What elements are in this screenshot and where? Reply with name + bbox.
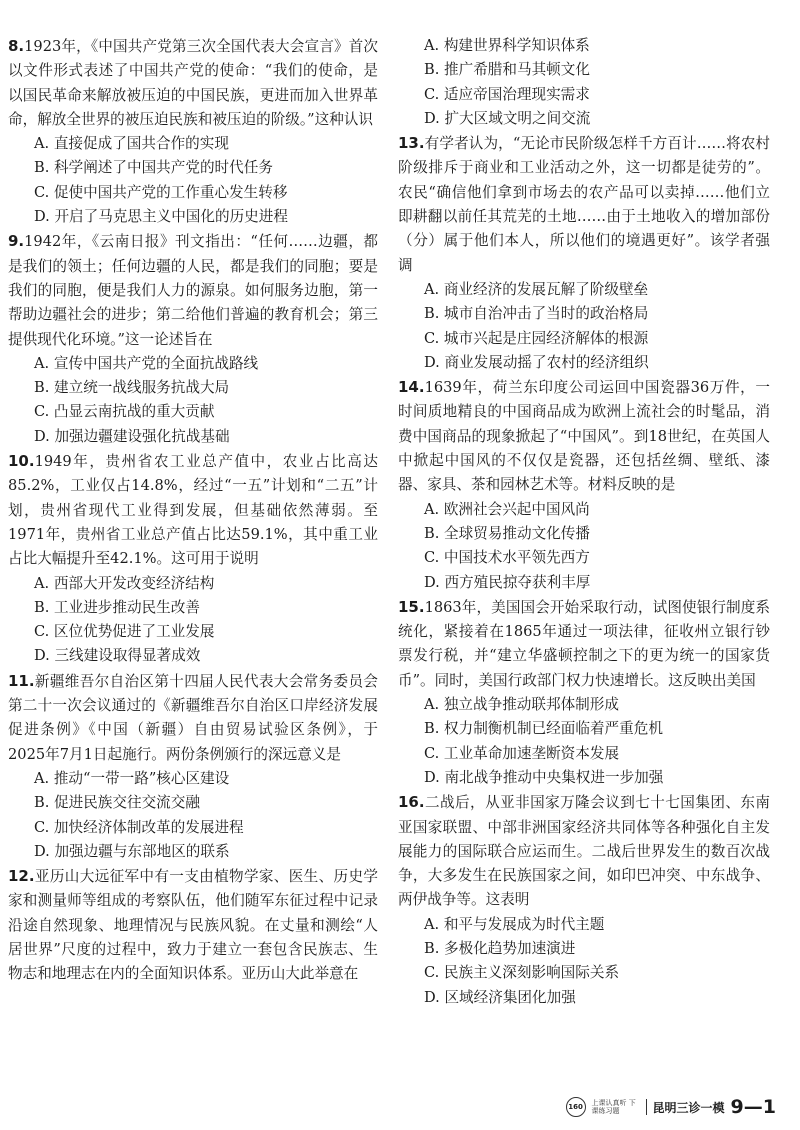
question-number: 13. — [398, 134, 425, 153]
question-number: 11. — [8, 671, 35, 690]
question-stem — [398, 131, 770, 278]
question-text: 1863年，美国国会开始采取行动，试图使银行制度系统化，紧接着在1865年通过一项法律，征收州立银行钞票发行税，并“建立华盛顿控制之下的更为统一的国家货币”。同时，美国行政部门权力快速增长。这反映出美国 — [398, 598, 770, 689]
answer-option: C. 促使中国共产党的工作重心发生转移 — [34, 183, 288, 201]
footer-divider — [646, 1099, 647, 1115]
question-stem — [398, 790, 770, 912]
question-block — [8, 229, 378, 449]
question-block — [8, 669, 378, 864]
answer-option: D. 加强边疆建设强化抗战基础 — [34, 427, 230, 445]
answer-option: A. 独立战争推动联邦体制形成 — [424, 696, 619, 714]
answer-option: D. 开启了马克思主义中国化的历史进程 — [34, 208, 288, 226]
question-stem — [398, 375, 770, 497]
page-number: 9—1 — [730, 1096, 776, 1118]
question-block — [398, 34, 770, 131]
answer-option: B. 工业进步推动民生改善 — [34, 598, 200, 616]
right-column — [398, 34, 770, 1010]
answer-option: C. 中国技术水平领先西方 — [424, 549, 590, 567]
answer-option: B. 全球贸易推动文化传播 — [424, 524, 590, 542]
question-block — [398, 790, 770, 1010]
answer-option: C. 民族主义深刻影响国际关系 — [424, 964, 620, 982]
question-block — [8, 34, 378, 229]
question-text: 1639年，荷兰东印度公司运回中国瓷器36万件，一时间质地精良的中国商品成为欧洲上流社会的时髦品，消费中国商品的现象掀起了“中国风”。到18世纪，在英国人中掀起中国风的不仅仅是瓷器，还包括丝绸、壁纸、漆器、家具、茶和园林艺术等。材料反映的是 — [398, 379, 770, 494]
answer-option: A. 宣传中国共产党的全面抗战路线 — [34, 354, 259, 372]
question-number: 14. — [398, 378, 425, 397]
answer-option: C. 城市兴起是庄园经济解体的根源 — [424, 329, 649, 347]
answer-option: A. 欧洲社会兴起中国风尚 — [424, 500, 590, 518]
answer-option: D. 加强边疆与东部地区的联系 — [34, 842, 230, 860]
publisher-slogan: 上课认真听 下课练习题 — [591, 1099, 636, 1115]
answer-option: C. 凸显云南抗战的重大贡献 — [34, 403, 215, 421]
left-column — [8, 34, 378, 987]
question-text: 1942年，《云南日报》刊文指出：“任何……边疆，都是我们的领土；任何边疆的人民，都是我们的同胞；要是我们的同胞，便是我们人力的源泉。如何服务边胞，第一帮助边疆社会的进步；第二给他们普遍的教育机会；第三提供现代化环境。”这一论述旨在 — [8, 233, 378, 348]
answer-option: D. 扩大区域文明之间交流 — [424, 109, 591, 127]
question-text: 有学者认为，“无论市民阶级怎样千方百计……将农村阶级排斥于商业和工业活动之外，这一切都是徒劳的”。农民“确信他们拿到市场去的农产品可以卖掉……他们立即耕翻以前任其荒芜的土地……由于土地收入的增加部份（分）属于他们本人，所以他们的境遇更好”。该学者强调 — [398, 135, 770, 274]
question-number: 15. — [398, 597, 425, 616]
question-block — [398, 595, 770, 790]
exam-name: 昆明三诊一模 — [652, 1100, 725, 1115]
question-text: 二战后，从亚非国家万隆会议到七十七国集团、东南亚国家联盟、中部非洲国家经济共同体等各种强化自主发展能力的国际联合应运而生。二战后世界发生的数百次战争，大多发生在民族国家之间，如印巴冲突、中东战争、两伊战争等。这表明 — [398, 794, 770, 909]
answer-option: B. 建立统一战线服务抗战大局 — [34, 379, 230, 397]
question-text: 亚历山大远征军中有一支由植物学家、医生、历史学家和测量师等组成的考察队伍，他们随军东征过程中记录沿途自然现象、地理情况与民族风貌。在丈量和测绘“人居世界”尺度的过程中，致力于建立一套包含民族志、生物志和地理志在内的全面知识体系。亚历山大此举意在 — [8, 868, 378, 983]
question-text: 1949年，贵州省农工业总产值中，农业占比高达85.2%，工业仅占14.8%，经过“一五”计划和“二五”计划，贵州省现代工业得到发展，但基础依然薄弱。至1971年，贵州省工业总产值占比达59.1%，其中重工业占比大幅提升至42.1%。这可用于说明 — [8, 453, 378, 568]
answer-option: B. 城市自治冲击了当时的政治格局 — [424, 305, 649, 323]
question-stem — [8, 449, 378, 571]
question-text: 新疆维吾尔自治区第十四届人民代表大会常务委员会第二十一次会议通过的《新疆维吾尔自治区口岸经济发展促进条例》《中国（新疆）自由贸易试验区条例》，于2025年7月1日起施行。两份条例颁行的深远意义是 — [8, 672, 378, 763]
question-stem — [8, 229, 378, 351]
answer-option: A. 商业经济的发展瓦解了阶级壁垒 — [424, 280, 649, 298]
question-block — [8, 864, 378, 986]
answer-option: A. 和平与发展成为时代主题 — [424, 915, 605, 933]
answer-option: A. 构建世界科学知识体系 — [424, 37, 590, 54]
answer-option: B. 多极化趋势加速演进 — [424, 939, 576, 957]
answer-option: D. 西方殖民掠夺获利丰厚 — [424, 573, 591, 591]
question-number: 8. — [8, 37, 25, 55]
question-block — [398, 375, 770, 595]
question-stem — [8, 34, 378, 132]
answer-option: A. 推动“一带一路”核心区建设 — [34, 769, 230, 787]
answer-option: D. 商业发展动摇了农村的经济组织 — [424, 353, 649, 371]
answer-option: D. 三线建设取得显著成效 — [34, 647, 201, 665]
question-text: 1923年，《中国共产党第三次全国代表大会宣言》首次以文件形式表述了中国共产党的使命：“我们的使命，是以国民革命来解放被压迫的中国民族，更进而加入世界革命，解放全世界的被压迫民族和被压迫的阶级。”这种认识 — [8, 38, 378, 128]
answer-option: B. 推广希腊和马其顿文化 — [424, 61, 590, 79]
question-stem — [398, 595, 770, 693]
answer-option: B. 权力制衡机制已经面临着严重危机 — [424, 720, 663, 738]
question-number: 12. — [8, 867, 35, 886]
publisher-logo-icon: 160 — [566, 1097, 586, 1117]
answer-option: D. 南北战争推动中央集权进一步加强 — [424, 768, 664, 786]
answer-option: B. 科学阐述了中国共产党的时代任务 — [34, 159, 273, 177]
answer-option: B. 促进民族交往交流交融 — [34, 794, 200, 812]
answer-option: D. 区域经济集团化加强 — [424, 988, 576, 1006]
question-stem — [8, 669, 378, 767]
question-stem — [8, 864, 378, 986]
question-block — [398, 131, 770, 375]
answer-option: C. 适应帝国治理现实需求 — [424, 85, 590, 103]
question-number: 16. — [398, 793, 425, 812]
question-number: 10. — [8, 452, 35, 471]
answer-option: A. 直接促成了国共合作的实现 — [34, 135, 229, 153]
answer-option: A. 西部大开发改变经济结构 — [34, 574, 215, 592]
question-block — [8, 449, 378, 669]
answer-option: C. 区位优势促进了工业发展 — [34, 623, 215, 641]
answer-option: C. 工业革命加速垄断资本发展 — [424, 744, 620, 762]
page-footer — [566, 1094, 776, 1120]
question-number: 9. — [8, 232, 25, 251]
answer-option: C. 加快经济体制改革的发展进程 — [34, 818, 244, 836]
